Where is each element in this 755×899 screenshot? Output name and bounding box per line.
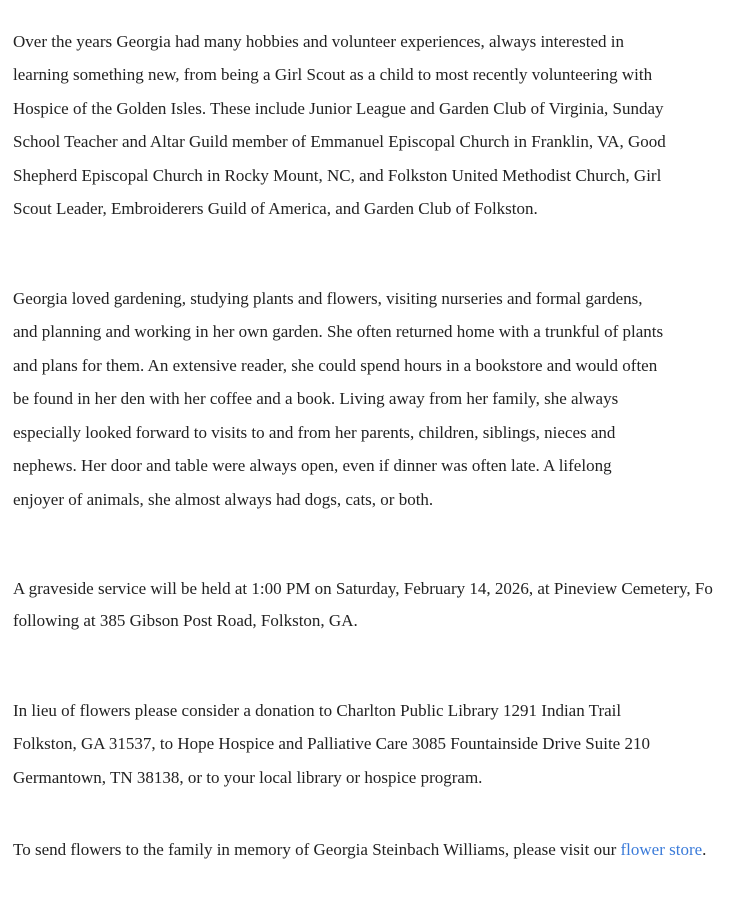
text-line: be found in her den with her coffee and a book. Living away from her family, she always <box>13 389 619 409</box>
text-line: learning something new, from being a Girl Scout as a child to most recently volunteering with <box>13 65 653 85</box>
text-line: In lieu of flowers please consider a donation to Charlton Public Library 1291 Indian Trail <box>13 701 622 720</box>
text-line: A graveside service will be held at 1:00 PM on Saturday, February 14, 2026, at Pineview Cemetery, Fo <box>13 579 713 598</box>
flowers-text: To send flowers to the family in memory of Georgia Steinbach Williams, please visit our <box>13 840 621 859</box>
text-line: and plans for them. An extensive reader, she could spend hours in a bookstore and would often <box>13 355 658 375</box>
paragraph-service <box>13 573 713 637</box>
text-line: School Teacher and Altar Guild member of Emmanuel Episcopal Church in Franklin, VA, Good <box>13 132 666 152</box>
text-line: following at 385 Gibson Post Road, Folkston, GA. <box>13 611 358 630</box>
flowers-trailing-period: . <box>702 840 707 859</box>
text-line: Scout Leader, Embroiderers Guild of America, and Garden Club of Folkston. <box>13 199 538 219</box>
paragraph-hobbies <box>13 25 666 226</box>
text-line: especially looked forward to visits to and from her parents, children, siblings, nieces and <box>13 422 616 442</box>
text-line: Over the years Georgia had many hobbies and volunteer experiences, always interested in <box>13 32 624 51</box>
text-line: nephews. Her door and table were always open, even if dinner was often late. A lifelong <box>13 456 612 476</box>
paragraph-flowers <box>13 833 706 866</box>
flower-store-link[interactable]: flower store <box>620 840 703 859</box>
paragraph-donations <box>13 694 650 794</box>
text-line: Georgia loved gardening, studying plants and flowers, visiting nurseries and formal gardens, <box>13 289 643 308</box>
text-line: Folkston, GA 31537, to Hope Hospice and Palliative Care 3085 Fountainside Drive Suite 210 <box>13 734 650 754</box>
text-line: enjoyer of animals, she almost always had dogs, cats, or both. <box>13 489 434 509</box>
text-line: and planning and working in her own garden. She often returned home with a trunkful of plants <box>13 322 664 342</box>
paragraph-gardening <box>13 282 663 516</box>
text-line: Shepherd Episcopal Church in Rocky Mount, NC, and Folkston United Methodist Church, Girl <box>13 165 662 185</box>
text-line: Germantown, TN 38138, or to your local library or hospice program. <box>13 767 483 787</box>
text-line: Hospice of the Golden Isles. These include Junior League and Garden Club of Virginia, Sunday <box>13 98 664 118</box>
